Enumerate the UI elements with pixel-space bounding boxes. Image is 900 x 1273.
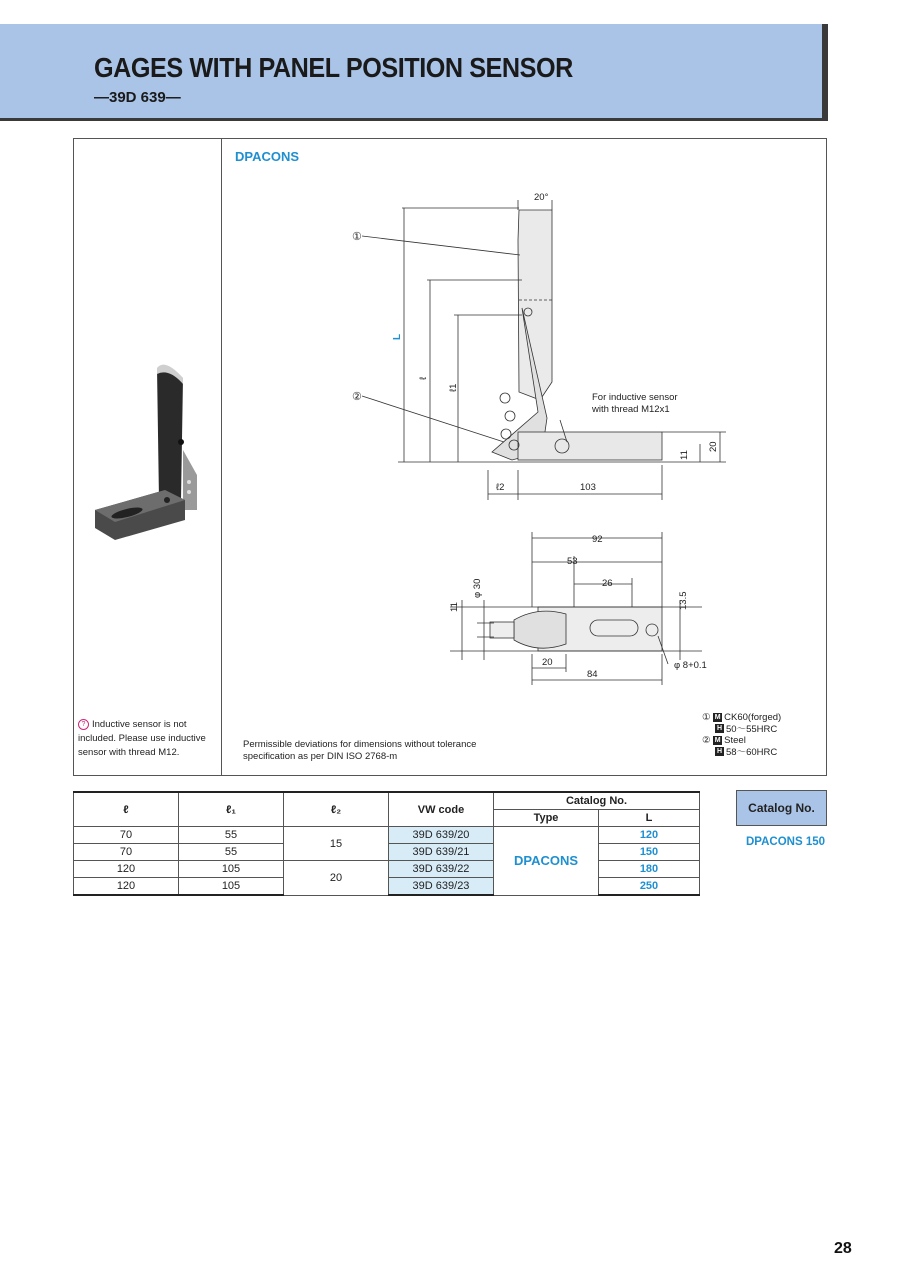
hardness-2: H 58～60HRC [716,746,778,758]
page-subtitle: —39D 639— [94,89,181,106]
table-row: 120 105 20 39D 639/22 180 [74,861,700,878]
hardness-icon: H [716,725,723,733]
col-header-l: ℓ [74,792,179,827]
dim-phi8: φ 8+0.1 [674,660,707,671]
page-title: GAGES WITH PANEL POSITION SENSOR [94,52,573,83]
sensor-note-line1: For inductive sensor [592,392,678,403]
dim-92: 92 [592,534,603,545]
tip-icon: ? [78,719,89,730]
table-row: 70 55 15 39D 639/20 DPACONS 120 [74,827,700,844]
dim-l2: ℓ2 [496,482,505,493]
col-header-catalog: Catalog No. [494,792,700,810]
dim-13-5: 13.5 [678,591,689,610]
permissible-deviations-note: Permissible deviations for dimensions without tolerance specification as per DIN ISO 2768-m [243,739,477,762]
table-row: 120 105 39D 639/23 250 [74,878,700,896]
material-icon: M [714,736,721,744]
dim-l: ℓ [418,376,429,380]
dim-53: 53 [567,556,578,567]
dim-103: 103 [580,482,596,493]
col-header-type: Type [494,810,599,827]
material-2: ② M Steel [702,735,746,746]
dim-phi30: φ 30 [472,578,483,598]
dim-l1: ℓ1 [448,383,459,392]
sensor-note [78,718,223,760]
hardness-icon: H [716,748,723,756]
material-icon: M [714,713,721,721]
catalog-no-label: Catalog No. [736,790,827,826]
dim-20: 20 [708,441,719,452]
dim-20b: 20 [542,657,553,668]
col-header-l2: ℓ₂ [284,792,389,827]
col-header-l1: ℓ₁ [179,792,284,827]
part1-callout: ① [352,231,362,243]
dim-84: 84 [587,669,598,680]
material-1: ① M CK60(forged) [702,712,782,723]
part2-callout: ② [352,391,362,403]
type-cell: DPACONS [494,827,599,896]
col-header-vw: VW code [389,792,494,827]
dim-L: L [392,333,403,340]
hardness-1: H 50～55HRC [716,723,778,735]
dim-26: 26 [602,578,613,589]
dim-11b: 11 [449,602,460,612]
dim-11: 11 [679,450,690,460]
sensor-note-text: Inductive sensor is not included. Please use inductive sensor with thread M12. [78,719,206,758]
spec-table [73,791,700,896]
product-name: DPACONS [235,149,300,164]
table-row: 70 55 39D 639/21 150 [74,844,700,861]
technical-drawing [222,160,822,705]
product-photo [85,350,215,550]
sensor-note-line2: with thread M12x1 [592,404,670,415]
col-header-L: L [599,810,700,827]
dim-angle: 20° [534,192,549,203]
catalog-no-example: DPACONS 150 [746,836,826,848]
page-number: 28 [834,1240,852,1257]
materials-legend [702,712,781,758]
